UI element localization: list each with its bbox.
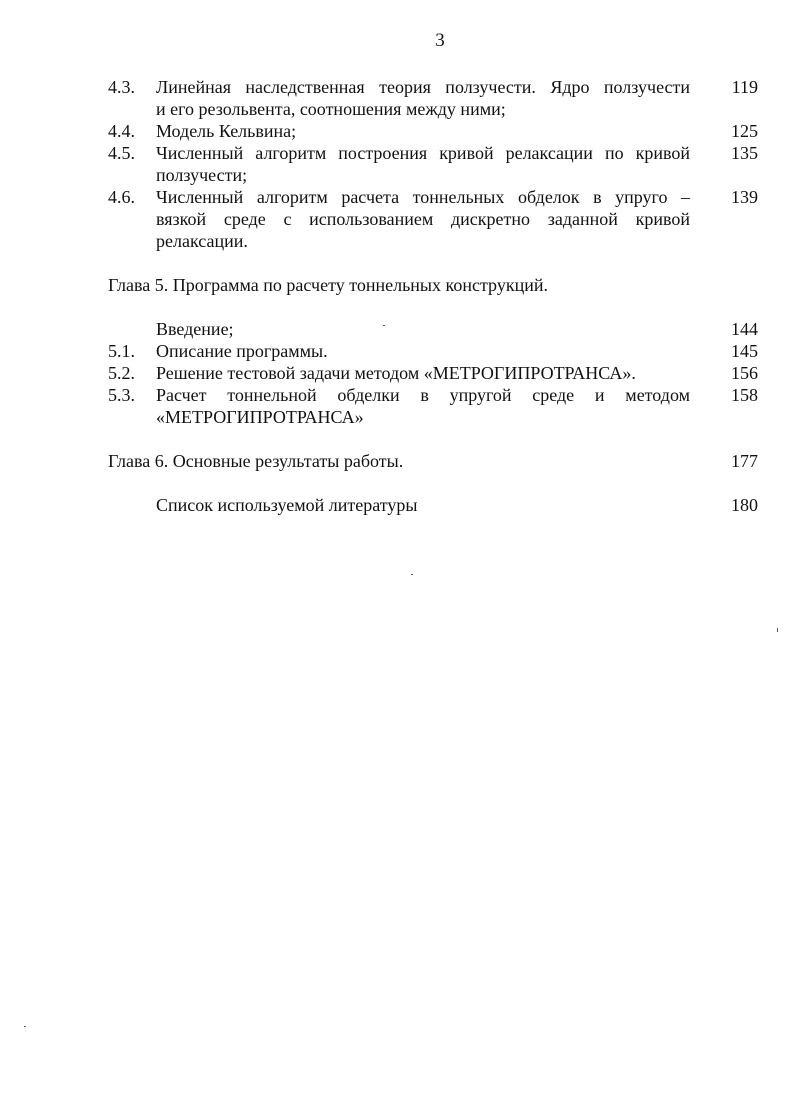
toc-entry-references (108, 494, 758, 516)
entry-number: 5.2. (108, 363, 135, 383)
entry-page: 139 (731, 187, 758, 207)
entry-line: релаксации. (156, 231, 248, 251)
entry-title (156, 340, 690, 362)
toc-entry-introduction (108, 318, 758, 340)
chapter-title: Глава 5. Программа по расчету тоннельных конструкций. (108, 275, 548, 295)
entry-page: 145 (731, 341, 758, 361)
entry-line: и его резольвента, соотношения между ними; (156, 99, 506, 119)
page-number: 3 (435, 30, 445, 51)
entry-title (156, 384, 690, 428)
toc-entry-5-2 (108, 362, 758, 384)
entry-page: 125 (731, 121, 758, 141)
entry-line: Численный алгоритм построения кривой релаксации по кривой (156, 143, 690, 163)
entry-line: Линейная наследственная теория ползучести. Ядро ползучести (156, 77, 690, 97)
entry-page: 180 (731, 495, 758, 515)
entry-number: 4.4. (108, 121, 135, 141)
chapter-title: Глава 6. Основные результаты работы. (108, 451, 404, 471)
entry-title (156, 76, 690, 120)
scan-speck (383, 325, 385, 326)
entry-page: 156 (731, 363, 758, 383)
entry-title (156, 186, 690, 252)
entry-page: 144 (731, 319, 758, 339)
scan-speck (411, 574, 413, 575)
entry-title (156, 318, 690, 340)
entry-number: 4.5. (108, 143, 135, 163)
entry-line: Численный алгоритм расчета тоннельных обделок в упруго – (156, 187, 690, 207)
entry-line: Описание программы. (156, 341, 328, 361)
entry-line: Введение; (156, 319, 234, 339)
toc-entry-4-4 (108, 120, 758, 142)
toc-entry-4-5 (108, 142, 758, 186)
entry-page: 177 (731, 451, 758, 471)
toc-entry-5-3 (108, 384, 758, 428)
entry-number: 5.1. (108, 341, 135, 361)
entry-title (156, 362, 690, 384)
toc-entry-4-6 (108, 186, 758, 252)
entry-number: 5.3. (108, 385, 135, 405)
entry-number: 4.6. (108, 187, 135, 207)
entry-page: 158 (731, 385, 758, 405)
scan-speck (24, 1026, 26, 1027)
entry-line: «МЕТРОГИПРОТРАНСА» (156, 407, 364, 427)
entry-line: Решение тестовой задачи методом «МЕТРОГИПРОТРАНСА». (156, 363, 636, 383)
entry-line: вязкой среде с использованием дискретно заданной кривой (156, 209, 690, 229)
entry-line: Модель Кельвина; (156, 121, 297, 141)
table-of-contents (108, 76, 758, 516)
scan-speck (777, 628, 778, 632)
entry-line: Расчет тоннельной обделки в упругой среде и методом (156, 385, 690, 405)
entry-title: Список используемой литературы (156, 495, 418, 515)
entry-number: 4.3. (108, 77, 135, 97)
entry-line: ползучести; (156, 165, 248, 185)
entry-title (156, 120, 690, 142)
entry-page: 119 (731, 77, 758, 97)
toc-entry-4-3 (108, 76, 758, 120)
entry-page: 135 (731, 143, 758, 163)
toc-chapter-6 (108, 450, 758, 472)
toc-chapter-5 (108, 274, 758, 296)
entry-title (156, 142, 690, 186)
toc-entry-5-1 (108, 340, 758, 362)
